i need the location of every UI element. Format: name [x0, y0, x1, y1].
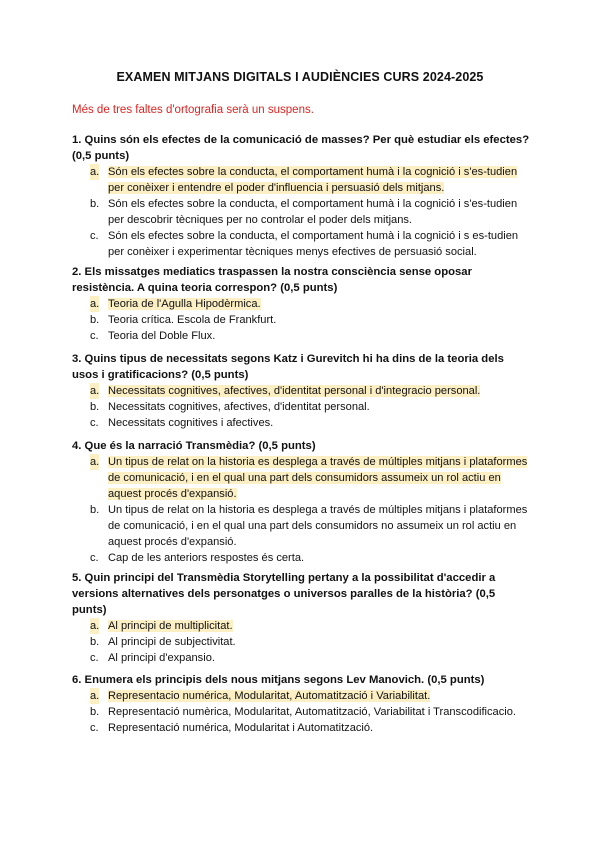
question-text: 6. Enumera els principis dels nous mitjans segons Lev Manovich. (0,5 punts) [72, 674, 485, 686]
option-a[interactable]: a. Són els efectes sobre la conducta, el comportament humà i la cognició i s'es-tudien per conèixer i entendre el poder d'influencia i persuasió dels mitjans. [90, 166, 518, 194]
option-text: Un tipus de relat on la historia es desplega a través de múltiples mitjans i plataformes de comunicació, i en el qual una part dels consumidors assumeix un rol actiu en aquest procés d'expansió. [108, 456, 528, 500]
question-text: 1. Quins són els efectes de la comunicació de masses? Per què estudiar els efectes? (0,5 punts) [72, 134, 530, 162]
option-text: Al principi de subjectivitat. [108, 636, 236, 648]
option-c[interactable]: c. Teoria del Doble Flux. [72, 328, 532, 344]
option-text: Un tipus de relat on la historia es desplega a través de múltiples mitjans i plataformes de comunicació, i en el qual una part dels consumidors no assumeix un rol actiu en aquest procés d'expansió. [108, 504, 528, 548]
option-text: Al principi d'expansio. [108, 652, 215, 664]
option-text: Al principi de multiplicitat. [108, 620, 233, 632]
option-text: Representació numèrica, Modularitat, Automatització, Variabilitat i Transcodificacio. [108, 706, 516, 718]
question-text: 5. Quin principi del Transmèdia Storytelling pertany a la possibilitat d'accedir a versions alternatives dels personatges o universos paralles de la història? (0,5 punts) [72, 572, 496, 616]
options-list [72, 164, 532, 260]
option-b[interactable]: b. Teoria crítica. Escola de Frankfurt. [72, 312, 532, 328]
option-text: Teoria del Doble Flux. [108, 330, 216, 342]
option-text: Representació numérica, Modularitat i Automatització. [108, 722, 374, 734]
question-2 [72, 264, 532, 344]
option-text: Teoria crítica. Escola de Frankfurt. [108, 314, 277, 326]
option-a[interactable]: a. Un tipus de relat on la historia es desplega a través de múltiples mitjans i plataformes de comunicació, i en el qual una part dels consumidors assumeix un rol actiu en aquest procés d'expansió. [90, 456, 528, 500]
option-text: Són els efectes sobre la conducta, el comportament humà i la cognició i s'es-tudien per conèixer i entendre el poder d'influencia i persuasió dels mitjans. [108, 166, 518, 194]
options-list [72, 688, 532, 736]
option-text: Són els efectes sobre la conducta, el comportament humà i la cognició i s es-tudien per conèixer i experimentar tècniques menys efectives de persuasió social. [108, 230, 519, 258]
option-b[interactable]: b. Representació numèrica, Modularitat, Automatització, Variabilitat i Transcodificacio. [72, 704, 532, 720]
option-text: Teoria de l'Agulla Hipodèrmica. [108, 298, 261, 310]
page-title: EXAMEN MITJANS DIGITALS I AUDIÈNCIES CURS 2024-2025 [116, 70, 484, 84]
option-b[interactable]: b. Necessitats cognitives, afectives, d'identitat personal. [72, 399, 532, 415]
question-1 [72, 132, 532, 260]
option-c[interactable]: c. Són els efectes sobre la conducta, el comportament humà i la cognició i s es-tudien per conèixer i experimentar tècniques menys efectives de persuasió social. [72, 228, 532, 260]
option-text: Cap de les anteriors respostes és certa. [108, 552, 305, 564]
option-b[interactable]: b. Un tipus de relat on la historia es desplega a través de múltiples mitjans i plataformes de comunicació, i en el qual una part dels consumidors no assumeix un rol actiu en aquest procés d'expansió. [72, 502, 532, 550]
option-c[interactable]: c. Cap de les anteriors respostes és certa. [72, 550, 532, 566]
option-text: Necessitats cognitives, afectives, d'identitat personal i d'integracio personal. [108, 385, 481, 397]
option-c[interactable]: c. Al principi d'expansio. [72, 650, 532, 666]
option-text: Són els efectes sobre la conducta, el comportament humà i la cognició i s'es-tudien per descobrir tècniques per no controlar el poder dels mitjans. [108, 198, 518, 226]
question-6 [72, 672, 532, 736]
option-b[interactable]: b. Són els efectes sobre la conducta, el comportament humà i la cognició i s'es-tudien per descobrir tècniques per no controlar el poder dels mitjans. [72, 196, 532, 228]
option-a[interactable]: a. Teoria de l'Agulla Hipodèrmica. [90, 298, 261, 310]
options-list [72, 618, 532, 666]
options-list [72, 296, 532, 344]
option-a[interactable]: a. Representacio numérica, Modularitat, Automatització i Variabilitat. [90, 690, 431, 702]
question-3 [72, 351, 532, 431]
option-text: Necessitats cognitives, afectives, d'identitat personal. [108, 401, 370, 413]
option-b[interactable]: b. Al principi de subjectivitat. [72, 634, 532, 650]
question-text: 2. Els missatges mediatics traspassen la nostra consciència sense oposar resistència. A quina teoria correspon? (0,5 punts) [72, 266, 472, 294]
spelling-warning: Més de tres faltes d'ortografia serà un suspens. [72, 104, 314, 116]
option-a[interactable]: a. Necessitats cognitives, afectives, d'identitat personal i d'integracio personal. [90, 385, 481, 397]
options-list [72, 383, 532, 431]
option-a[interactable]: a. Al principi de multiplicitat. [90, 620, 233, 632]
question-5 [72, 570, 532, 666]
question-text: 4. Que és la narració Transmèdia? (0,5 punts) [72, 440, 316, 452]
question-text: 3. Quins tipus de necessitats segons Katz i Gurevitch hi ha dins de la teoria dels usos i gratificacions? (0,5 punts) [72, 353, 504, 381]
option-c[interactable]: c. Necessitats cognitives i afectives. [72, 415, 532, 431]
option-text: Representacio numérica, Modularitat, Automatització i Variabilitat. [108, 690, 431, 702]
options-list [72, 454, 532, 566]
question-4 [72, 438, 532, 566]
option-text: Necessitats cognitives i afectives. [108, 417, 274, 429]
option-c[interactable]: c. Representació numérica, Modularitat i Automatització. [72, 720, 532, 736]
